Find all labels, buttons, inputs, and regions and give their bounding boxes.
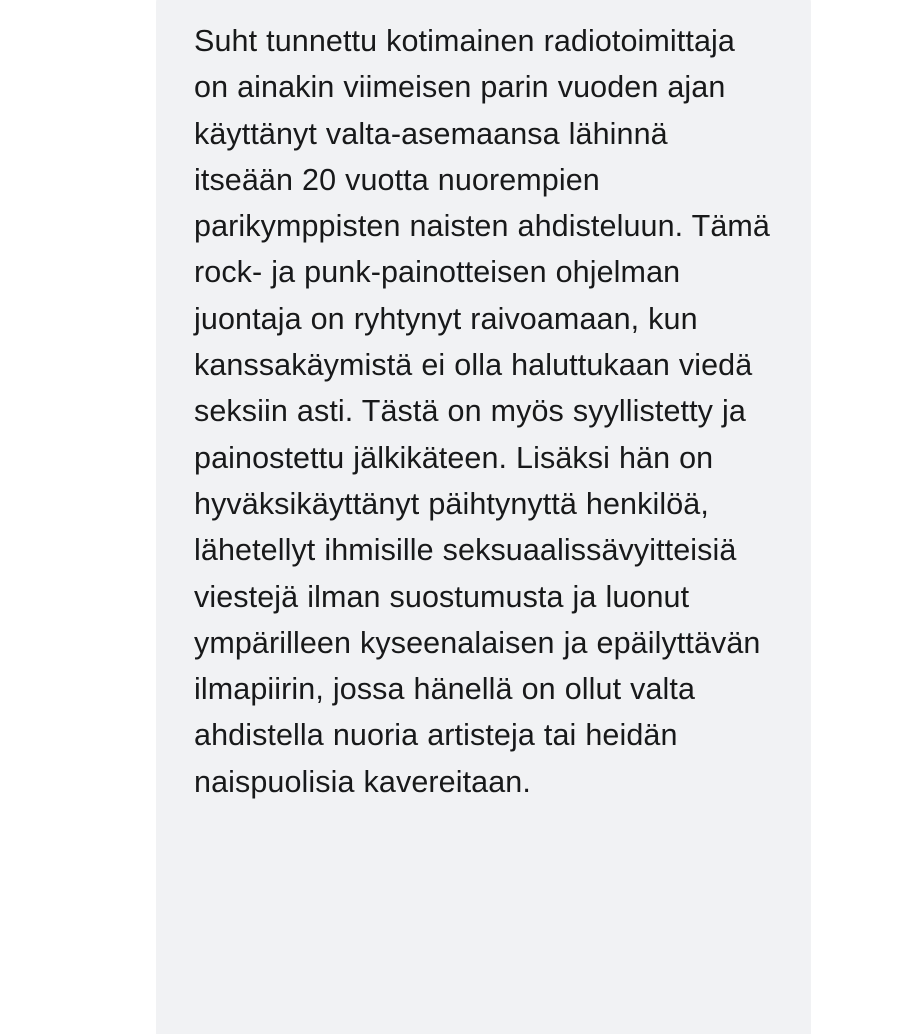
message-text: Suht tunnettu kotimainen radiotoimittaja on ainakin viimeisen parin vuoden ajan käyttänyt valta-asemaansa lähinnä itseään 20 vuotta nuorempien parikymppisten naisten ahdisteluun. Tämä rock- ja punk-painotteisen ohjelman juontaja on ryhtynyt raivoamaan, kun kanssakäymistä ei olla haluttukaan viedä seksiin asti. Tästä on myös syyllistetty ja painostettu jälkikäteen. Lisäksi hän on hyväksikäyttänyt päihtynyttä henkilöä, lähetellyt ihmisille seksuaalissävyitteisiä viestejä ilman suostumusta ja luonut ympärilleen kyseenalaisen ja epäilyttävän ilmapiirin, jossa hänellä on ollut valta ahdistella nuoria artisteja tai heidän naispuolisia kavereitaan. <box>194 24 779 799</box>
left-gutter <box>0 0 156 1024</box>
message-bubble[interactable] <box>156 0 811 1034</box>
right-gutter <box>811 0 919 1024</box>
